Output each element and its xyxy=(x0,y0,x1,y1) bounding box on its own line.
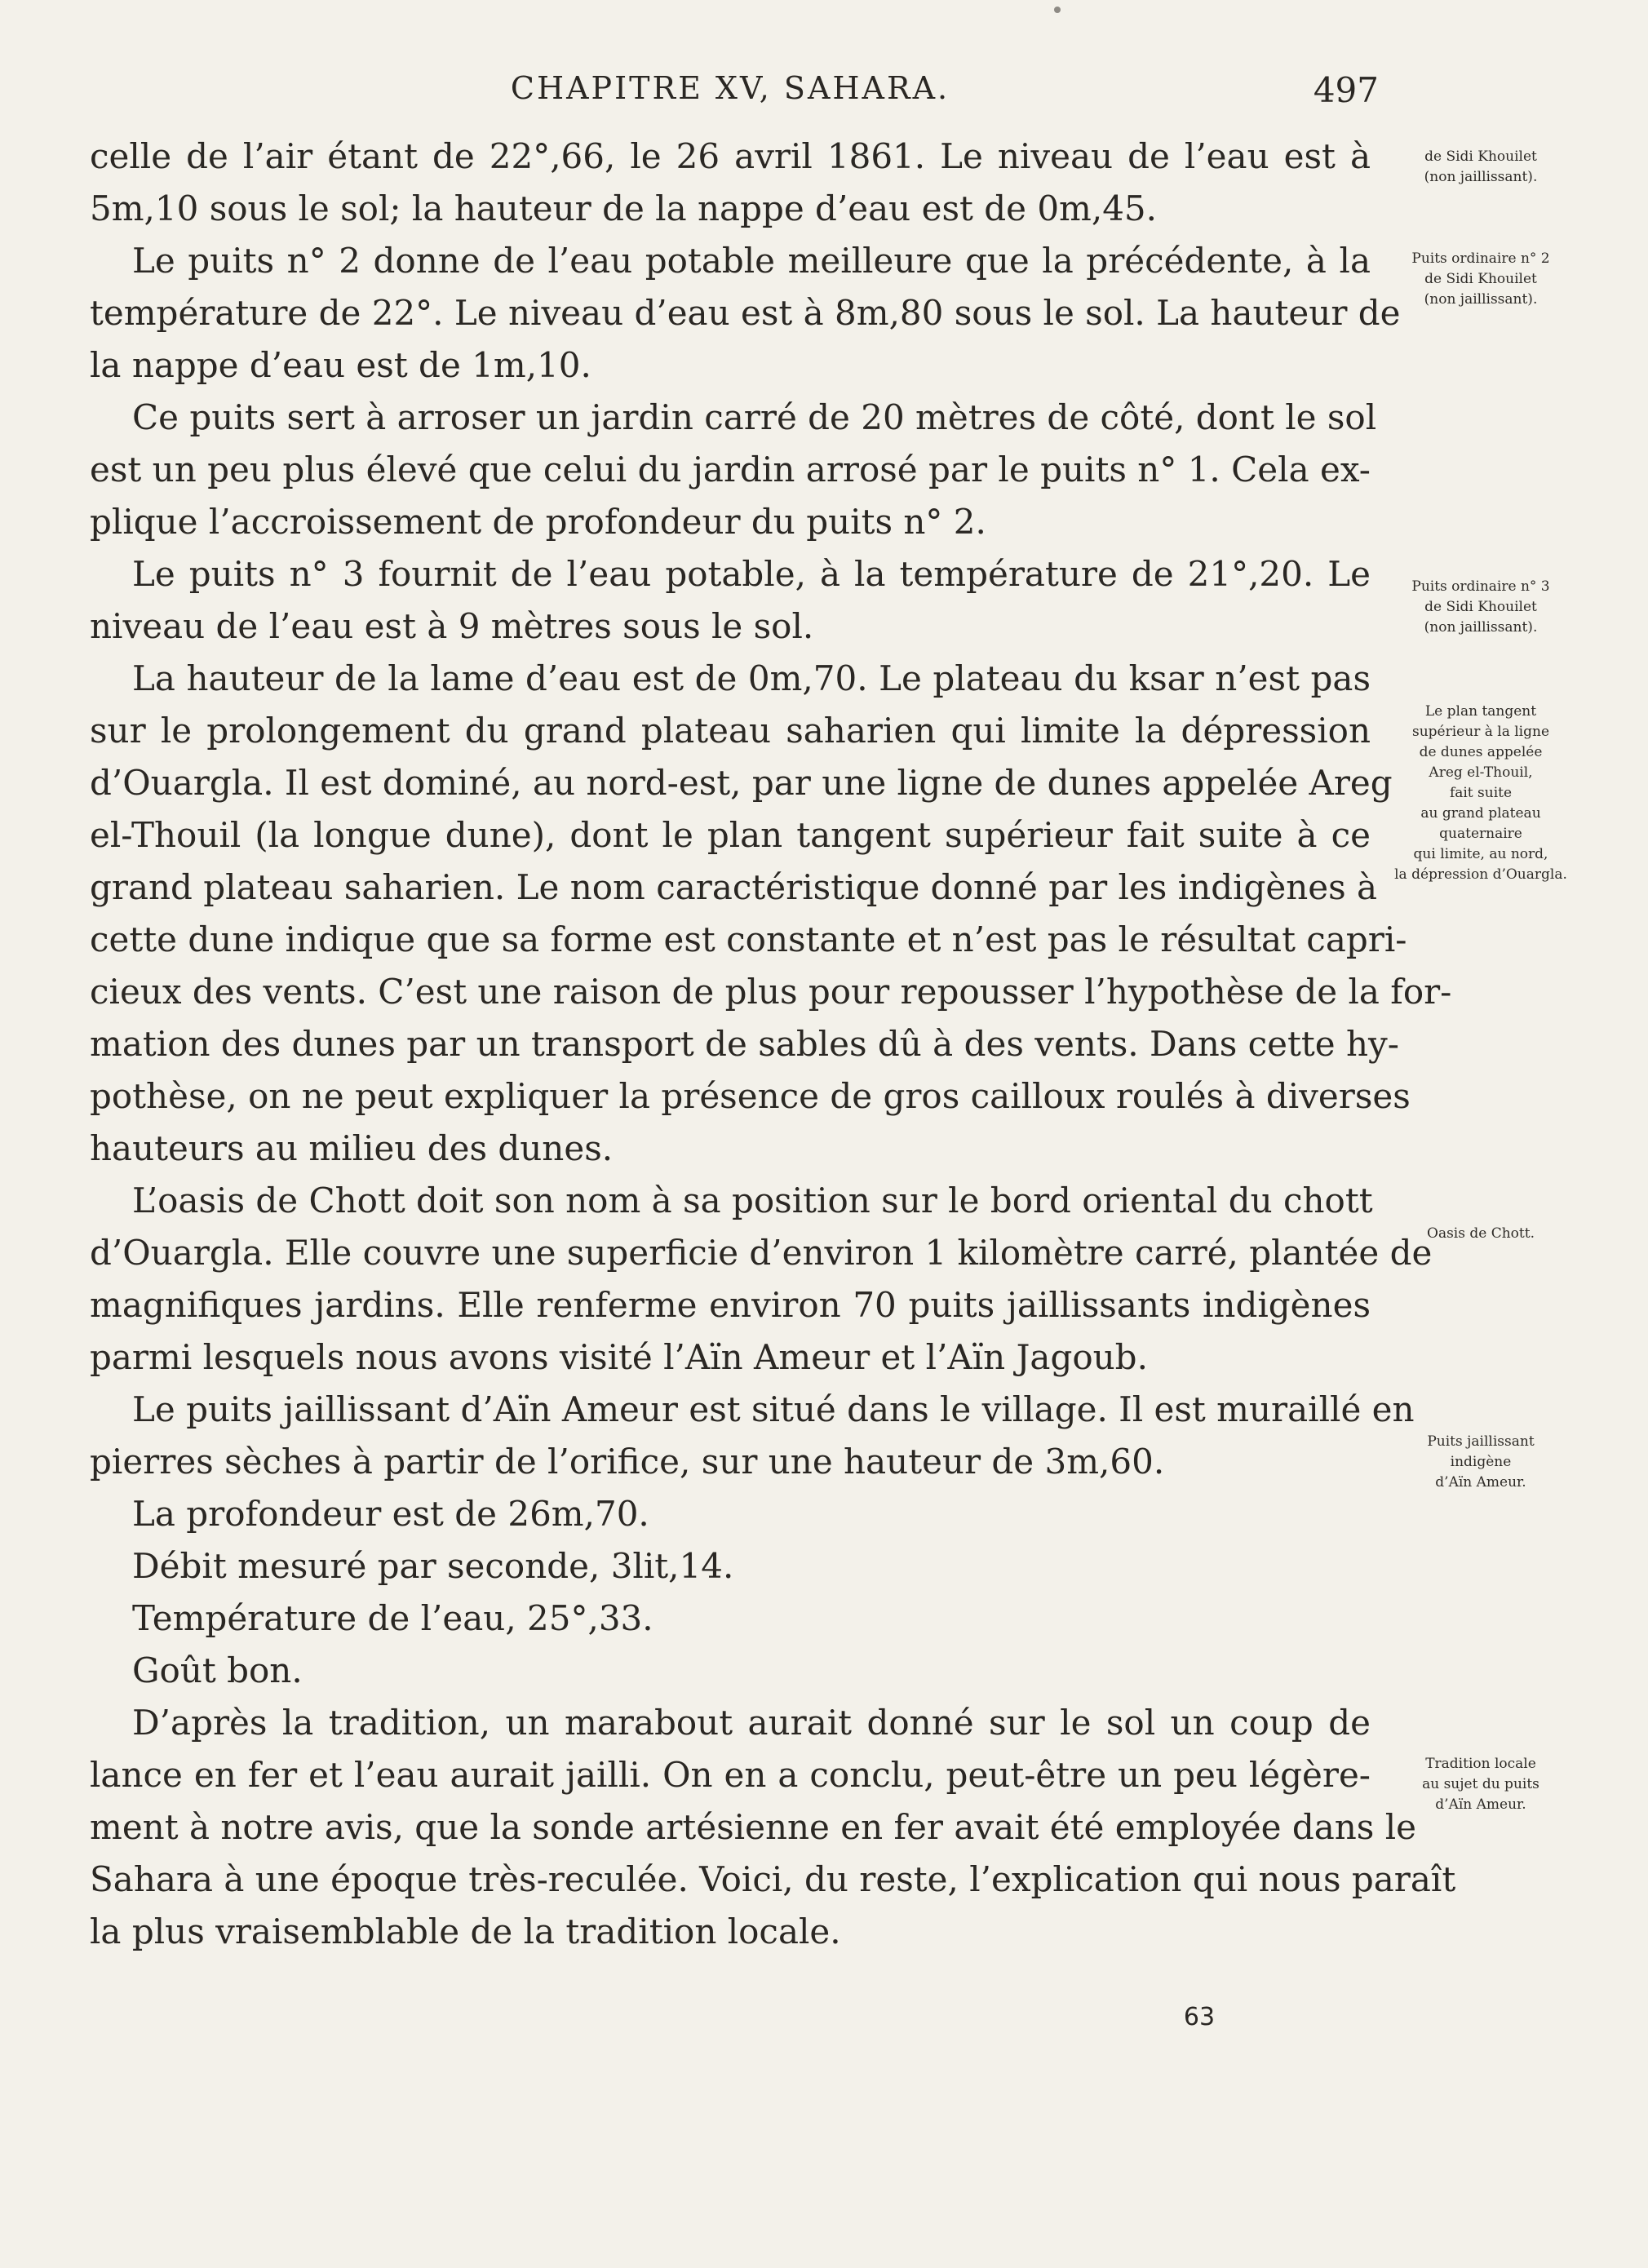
main-text xyxy=(90,131,1456,1958)
text-line: magnifiques jardins. Elle renferme environ 70 puits jaillissants indigènes xyxy=(90,1285,1371,1325)
margin-note-line: Puits jaillissant xyxy=(1427,1433,1535,1450)
text-line: la nappe d’eau est de 1m,10. xyxy=(90,345,591,385)
text-line: L’oasis de Chott doit son nom à sa position sur le bord oriental du chott xyxy=(132,1181,1373,1220)
margin-note-areg-el-thouil xyxy=(1383,702,1579,885)
text-line: sur le prolongement du grand plateau saharien qui limite la dépression xyxy=(90,711,1371,751)
text-line: d’Ouargla. Il est dominé, au nord-est, par une ligne de dunes appelée Areg xyxy=(90,763,1393,803)
text-line: d’Ouargla. Elle couvre une superficie d’environ 1 kilomètre carré, plantée de xyxy=(90,1233,1433,1273)
margin-note-puits-3 xyxy=(1383,577,1579,638)
margin-note-line: de Sidi Khouilet xyxy=(1424,271,1537,287)
margin-note-line: (non jaillissant). xyxy=(1424,291,1538,308)
text-line: el-Thouil (la longue dune), dont le plan tangent supérieur fait suite à ce xyxy=(90,815,1371,855)
margin-note-oasis-chott xyxy=(1383,1224,1579,1244)
margin-note-line: au sujet du puits xyxy=(1422,1776,1539,1792)
text-line: parmi lesquels nous avons visité l’Aïn Ameur et l’Aïn Jagoub. xyxy=(90,1337,1148,1377)
margin-note-line: (non jaillissant). xyxy=(1424,169,1538,185)
margin-note-line: Puits ordinaire n° 2 xyxy=(1411,250,1550,267)
text-line: Le puits n° 2 donne de l’eau potable meilleure que la précédente, à la xyxy=(132,241,1371,281)
margin-note-line: indigène xyxy=(1450,1454,1512,1470)
margin-note-line: Oasis de Chott. xyxy=(1427,1225,1535,1242)
text-line: La profondeur est de 26m,70. xyxy=(132,1494,649,1534)
print-speck xyxy=(1054,7,1061,13)
running-head: CHAPITRE XV, SAHARA. xyxy=(510,70,950,106)
text-line: niveau de l’eau est à 9 mètres sous le sol. xyxy=(90,606,814,646)
text-line: température de 22°. Le niveau d’eau est à 8m,80 sous le sol. La hauteur de xyxy=(90,293,1401,333)
margin-note-line: Areg el-Thouil, xyxy=(1429,764,1533,781)
margin-note-line: d’Aïn Ameur. xyxy=(1435,1474,1526,1491)
text-line: 5m,10 sous le sol; la hauteur de la nappe d’eau est de 0m,45. xyxy=(90,188,1158,228)
text-line: pothèse, on ne peut expliquer la présence de gros cailloux roulés à diverses xyxy=(90,1076,1411,1116)
margin-note-line: de Sidi Khouilet xyxy=(1424,148,1537,165)
text-line: Goût bon. xyxy=(132,1650,303,1690)
text-line: ment à notre avis, que la sonde artésienne en fer avait été employée dans le xyxy=(90,1807,1416,1847)
text-line: Température de l’eau, 25°,33. xyxy=(132,1598,653,1638)
margin-note-line: fait suite xyxy=(1449,785,1513,801)
margin-note-line: de Sidi Khouilet xyxy=(1424,599,1537,615)
text-line: D’après la tradition, un marabout aurait donné sur le sol un coup de xyxy=(132,1703,1371,1743)
text-line: hauteurs au milieu des dunes. xyxy=(90,1128,614,1168)
text-line: mation des dunes par un transport de sables dû à des vents. Dans cette hy- xyxy=(90,1024,1399,1064)
margin-note-line: de dunes appelée xyxy=(1419,744,1543,760)
text-line: pierres sèches à partir de l’orifice, sur une hauteur de 3m,60. xyxy=(90,1442,1165,1482)
margin-note-line: quaternaire xyxy=(1439,826,1522,842)
margin-note-line: (non jaillissant). xyxy=(1424,619,1538,636)
text-line: Sahara à une époque très-reculée. Voici, du reste, l’explication qui nous paraît xyxy=(90,1859,1456,1899)
page-header xyxy=(90,70,1379,119)
margin-note-ain-ameur xyxy=(1383,1432,1579,1493)
text-line: plique l’accroissement de profondeur du puits n° 2. xyxy=(90,502,986,542)
margin-note-line: supérieur à la ligne xyxy=(1412,724,1549,740)
text-line: Ce puits sert à arroser un jardin carré de 20 mètres de côté, dont le sol xyxy=(132,397,1377,437)
margin-note-line: d’Aïn Ameur. xyxy=(1435,1796,1526,1813)
margin-note-sidi-khouilet-1 xyxy=(1383,147,1579,188)
margin-note-line: Tradition locale xyxy=(1425,1756,1536,1772)
text-line: La hauteur de la lame d’eau est de 0m,70. Le plateau du ksar n’est pas xyxy=(132,658,1371,698)
text-line: celle de l’air étant de 22°,66, le 26 avril 1861. Le niveau de l’eau est à xyxy=(90,136,1371,176)
margin-note-line: la dépression d’Ouargla. xyxy=(1394,866,1567,883)
text-line: Le puits n° 3 fournit de l’eau potable, à la température de 21°,20. Le xyxy=(132,554,1371,594)
page-number: 497 xyxy=(1313,70,1379,110)
margin-note-line: au grand plateau xyxy=(1420,805,1541,822)
text-line: cette dune indique que sa forme est constante et n’est pas le résultat capri- xyxy=(90,919,1407,959)
text-line: cieux des vents. C’est une raison de plus pour repousser l’hypothèse de la for- xyxy=(90,972,1452,1012)
text-line: grand plateau saharien. Le nom caractéristique donné par les indigènes à xyxy=(90,867,1378,907)
text-line: Le puits jaillissant d’Aïn Ameur est situé dans le village. Il est muraillé en xyxy=(132,1389,1415,1429)
margin-note-tradition-locale xyxy=(1383,1754,1579,1815)
text-line: Débit mesuré par seconde, 3lit,14. xyxy=(132,1546,734,1586)
margin-note-puits-2 xyxy=(1383,249,1579,310)
margin-note-line: Le plan tangent xyxy=(1424,703,1537,720)
text-line: est un peu plus élevé que celui du jardin arrosé par le puits n° 1. Cela ex- xyxy=(90,450,1371,489)
text-line: la plus vraisemblable de la tradition locale. xyxy=(90,1911,841,1951)
printer-signature: 63 xyxy=(1183,2003,1216,2031)
margin-note-line: Puits ordinaire n° 3 xyxy=(1411,578,1550,595)
text-line: lance en fer et l’eau aurait jailli. On en a conclu, peut-être un peu légère- xyxy=(90,1755,1371,1795)
margin-note-line: qui limite, au nord, xyxy=(1413,846,1548,862)
